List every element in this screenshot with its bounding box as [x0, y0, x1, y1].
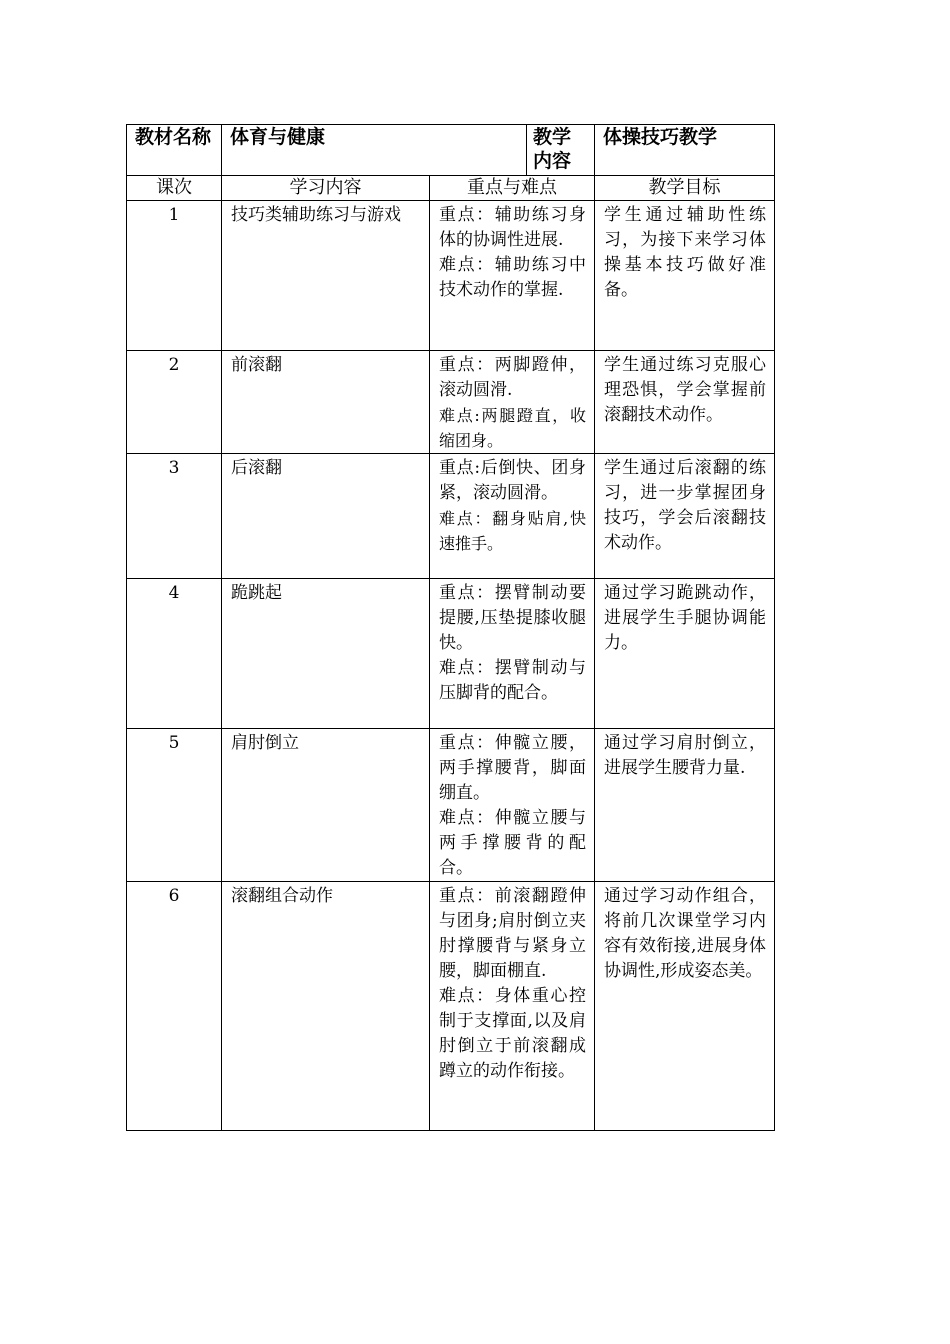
- teaching-content-value: 体操技巧教学: [595, 125, 775, 176]
- lesson-content: 后滚翻: [222, 454, 430, 579]
- table-row: [127, 729, 775, 882]
- difficulty-text: 难点：辅助练习中技术动作的掌握.: [439, 255, 587, 300]
- lesson-content: 滚翻组合动作: [222, 882, 430, 1131]
- header-row: [127, 125, 775, 176]
- difficulty-text: 难点:两腿蹬直，收缩团身。: [439, 406, 587, 450]
- key-point-text: 重点：两脚蹬伸，滚动圆滑.: [439, 355, 587, 400]
- lesson-objective: 学生通过后滚翻的练习，进一步掌握团身技巧，学会后滚翻技术动作。: [595, 454, 775, 579]
- column-header-key-points: 重点与难点: [430, 176, 595, 201]
- lesson-content: 技巧类辅助练习与游戏: [222, 201, 430, 351]
- key-point-text: 重点：摆臂制动要提腰,压垫提膝收腿快。: [439, 583, 587, 653]
- lesson-objective: 通过学习动作组合，将前几次课堂学习内容有效衔接,进展身体协调性,形成姿态美。: [595, 882, 775, 1131]
- lesson-number: 6: [127, 882, 222, 1131]
- lesson-key-points: [430, 201, 595, 351]
- lesson-key-points: [430, 729, 595, 882]
- lesson-objective: 通过学习肩肘倒立，进展学生腰背力量.: [595, 729, 775, 882]
- lesson-plan-table: [126, 124, 775, 1131]
- table-row: [127, 454, 775, 579]
- key-point-text: 重点：前滚翻蹬伸与团身;肩肘倒立夹肘撑腰背与紧身立腰，脚面棚直.: [439, 886, 587, 981]
- lesson-number: 4: [127, 579, 222, 729]
- lesson-key-points: [430, 351, 595, 454]
- lesson-objective: 学生通过练习克服心理恐惧，学会掌握前滚翻技术动作。: [595, 351, 775, 454]
- lesson-number: 3: [127, 454, 222, 579]
- lesson-objective: 通过学习跪跳动作，进展学生手腿协调能力。: [595, 579, 775, 729]
- column-header-content: 学习内容: [222, 176, 430, 201]
- table-row: [127, 882, 775, 1131]
- column-header-objective: 教学目标: [595, 176, 775, 201]
- lesson-key-points: [430, 454, 595, 579]
- key-point-text: 重点：辅助练习身体的协调性进展.: [439, 205, 587, 250]
- lesson-content: 肩肘倒立: [222, 729, 430, 882]
- key-point-text: 重点：伸髋立腰，两手撑腰背，脚面绷直。: [439, 733, 587, 803]
- material-name-label: 教材名称: [127, 125, 222, 176]
- table-row: [127, 201, 775, 351]
- difficulty-text: 难点：身体重心控制于支撑面,以及肩肘倒立于前滚翻成蹲立的动作衔接。: [439, 986, 587, 1081]
- key-point-text: 重点:后倒快、团身紧，滚动圆滑。: [439, 458, 587, 503]
- lesson-key-points: [430, 882, 595, 1131]
- lesson-objective: 学生通过辅助性练习，为接下来学习体操基本技巧做好准备。: [595, 201, 775, 351]
- difficulty-text: 难点：翻身贴肩,快速推手。: [439, 509, 587, 553]
- lesson-key-points: [430, 579, 595, 729]
- column-header-lesson: 课次: [127, 176, 222, 201]
- material-name-value: 体育与健康: [222, 125, 527, 176]
- table-row: [127, 351, 775, 454]
- column-header-row: [127, 176, 775, 201]
- teaching-content-label: 教学内容: [527, 125, 595, 176]
- lesson-number: 5: [127, 729, 222, 882]
- lesson-number: 2: [127, 351, 222, 454]
- lesson-content: 前滚翻: [222, 351, 430, 454]
- difficulty-text: 难点：伸髋立腰与两手撑腰背的配合。: [439, 808, 587, 878]
- lesson-number: 1: [127, 201, 222, 351]
- difficulty-text: 难点：摆臂制动与压脚背的配合。: [439, 658, 587, 703]
- table-row: [127, 579, 775, 729]
- lesson-content: 跪跳起: [222, 579, 430, 729]
